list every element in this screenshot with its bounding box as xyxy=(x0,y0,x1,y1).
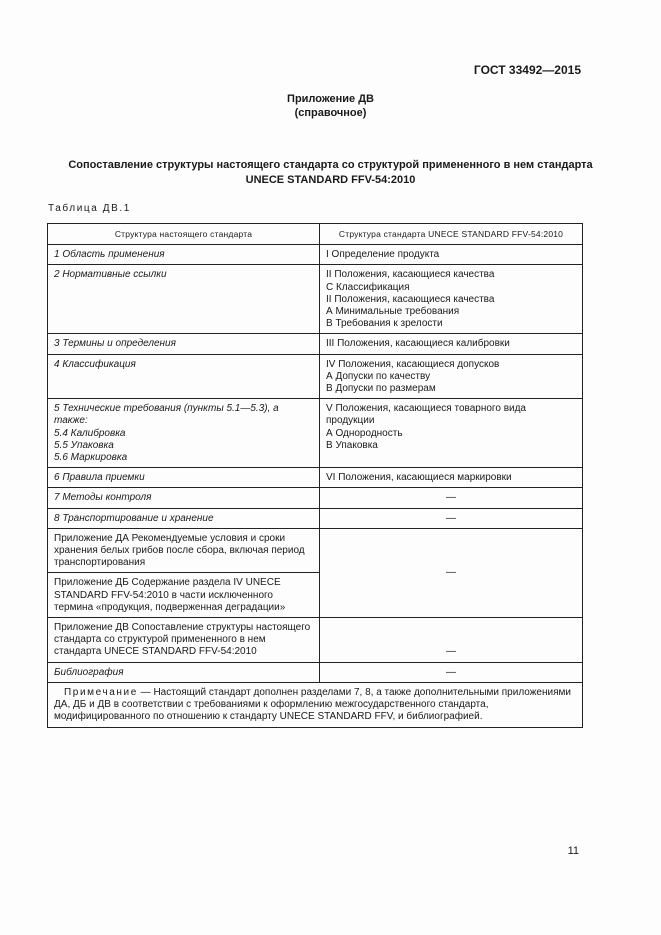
cell-line: А Однородность xyxy=(326,427,403,439)
table-header-row xyxy=(48,224,583,245)
table-cell xyxy=(320,265,583,334)
table-row xyxy=(48,488,583,508)
cell-line: 6 Правила приемки xyxy=(54,472,145,484)
cell-line: 5 Технические требования (пункты 5.1—5.3), а также: xyxy=(54,403,279,427)
cell-line: 7 Методы контроля xyxy=(54,492,152,504)
cell-line: В Упаковка xyxy=(326,439,378,451)
table-cell: — xyxy=(320,488,583,508)
table-row xyxy=(48,354,583,399)
page-title-line-1: Сопоставление структуры настоящего стандарта со структурой примененного в нем стандарта xyxy=(68,159,593,171)
cell-line: Библиография xyxy=(54,666,124,678)
cell-line: VI Положения, касающиеся маркировки xyxy=(326,472,512,484)
table-cell: Приложение ДА Рекомендуемые условия и сроки хранения белых грибов после сбора, включая период транспортирования xyxy=(48,528,320,573)
cell-line: 2 Нормативные ссылки xyxy=(54,269,167,281)
document-id: ГОСТ 33492—2015 xyxy=(473,63,581,77)
page-number: 11 xyxy=(567,845,579,857)
table-row xyxy=(48,468,583,488)
table-cell xyxy=(48,508,320,528)
table-cell xyxy=(320,399,583,468)
table-note xyxy=(48,682,583,727)
cell-line: 5.5 Упаковка xyxy=(54,439,114,451)
comparison-table xyxy=(47,223,583,728)
cell-line: В Требования к зрелости xyxy=(326,318,443,330)
table-note-row xyxy=(48,682,583,727)
note-text: — Настоящий стандарт дополнен разделами 7, 8, а также дополнительными приложениями ДА, ДБ и ДВ в соответствии с требованиями к оформлению межгосударственного стандарта, модифицированного по отношению к стандарту UNECE STANDARD FFV, и библиографией. xyxy=(54,686,571,723)
appendix-subtitle: (справочное) xyxy=(294,107,367,119)
table-cell xyxy=(320,334,583,354)
table-cell xyxy=(48,354,320,399)
cell-line: 1 Область применения xyxy=(54,249,165,261)
table-cell xyxy=(48,468,320,488)
note-label: Примечание xyxy=(64,686,138,698)
cell-line: А Минимальные требования xyxy=(326,306,460,318)
table-cell xyxy=(48,399,320,468)
table-row xyxy=(48,245,583,265)
table-row xyxy=(48,662,583,682)
page-title xyxy=(0,158,661,188)
appendix-heading xyxy=(0,92,661,120)
cell-line: 3 Термины и определения xyxy=(54,338,176,350)
cell-line: V Положения, касающиеся товарного вида продукции xyxy=(326,403,526,427)
column-header-current-standard: Структура настоящего стандарта xyxy=(48,224,320,245)
table-cell xyxy=(48,334,320,354)
table-cell xyxy=(320,245,583,265)
cell-line: II Положения, касающиеся качества xyxy=(326,269,495,281)
table-cell: — xyxy=(320,662,583,682)
table-cell xyxy=(48,245,320,265)
table-caption: Таблица ДВ.1 xyxy=(48,203,131,214)
cell-line: I Определение продукта xyxy=(326,249,440,261)
table-cell: Приложение ДБ Содержание раздела IV UNECE STANDARD FFV-54:2010 в части исключенного термина «продукция, подверженная деградации» xyxy=(48,573,320,618)
page-title-line-2: UNECE STANDARD FFV-54:2010 xyxy=(245,174,416,186)
cell-line: В Допуски по размерам xyxy=(326,383,436,395)
cell-line: А Допуски по качеству xyxy=(326,370,431,382)
appendix-title: Приложение ДВ xyxy=(287,93,374,105)
table-cell xyxy=(320,468,583,488)
table-row xyxy=(48,528,583,573)
table-cell xyxy=(48,662,320,682)
table-row xyxy=(48,618,583,663)
table-cell: — xyxy=(320,528,583,617)
table-row xyxy=(48,265,583,334)
table-row xyxy=(48,508,583,528)
table-row xyxy=(48,334,583,354)
cell-line: С Классификация xyxy=(326,281,410,293)
cell-line: 8 Транспортирование и хранение xyxy=(54,512,214,524)
table-cell: — xyxy=(320,508,583,528)
column-header-unece-standard: Структура стандарта UNECE STANDARD FFV-54:2010 xyxy=(320,224,583,245)
table-cell xyxy=(320,354,583,399)
table-cell xyxy=(48,265,320,334)
table-row xyxy=(48,399,583,468)
cell-line: IV Положения, касающиеся допусков xyxy=(326,358,500,370)
cell-line: 5.4 Калибровка xyxy=(54,427,126,439)
cell-line: III Положения, касающиеся калибровки xyxy=(326,338,510,350)
table-cell: — xyxy=(320,618,583,663)
cell-line: 4 Классификация xyxy=(54,358,136,370)
table-cell xyxy=(48,488,320,508)
cell-line: 5.6 Маркировка xyxy=(54,452,128,464)
table-cell: Приложение ДВ Сопоставление структуры настоящего стандарта со структурой примененного в нем стандарта UNECE STANDARD FFV-54:2010 xyxy=(48,618,320,663)
cell-line: II Положения, касающиеся качества xyxy=(326,293,495,305)
